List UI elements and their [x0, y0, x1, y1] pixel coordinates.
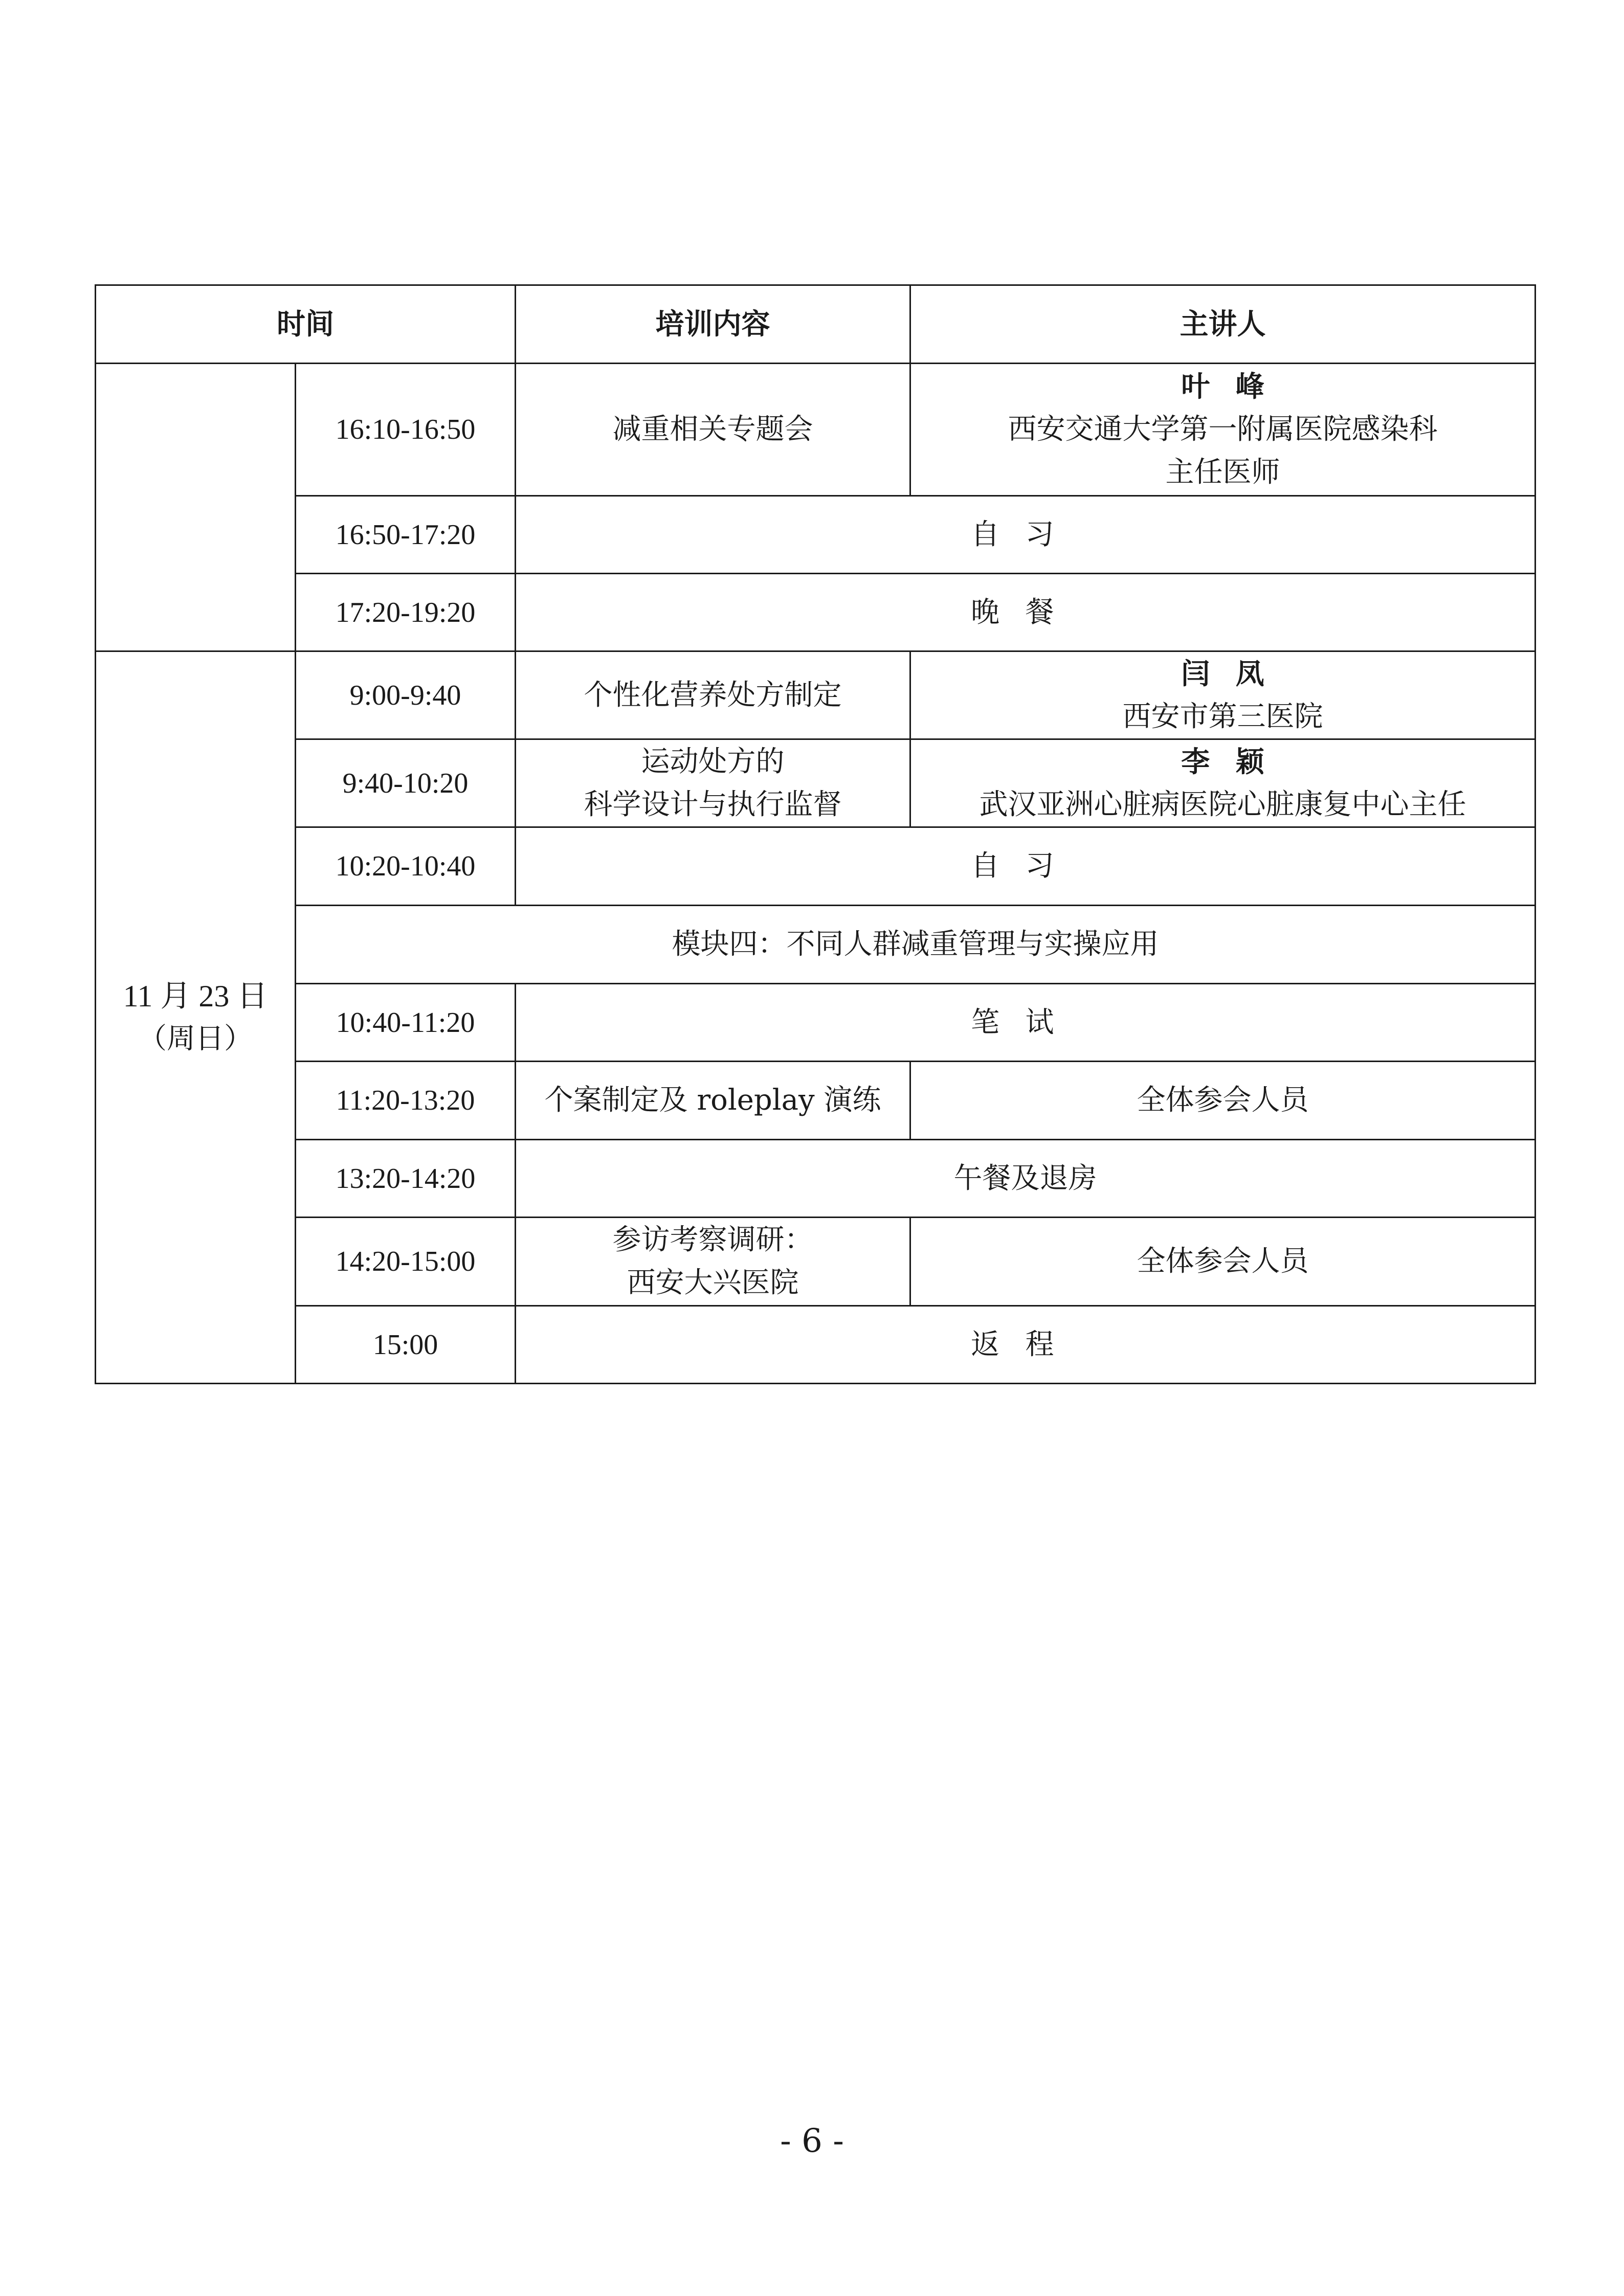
date-label: 11 月 23 日 [123, 979, 268, 1013]
content-line: 西安大兴医院 [627, 1266, 799, 1299]
header-time: 时间 [96, 285, 516, 364]
page-number: - 6 - [780, 2122, 844, 2160]
weekday-label: （周日） [138, 1022, 253, 1055]
speaker-name: 闫凤 [1181, 657, 1291, 691]
speaker-cell [910, 651, 1536, 739]
merged-activity-cell: 自习 [516, 827, 1536, 906]
module-heading: 模块四：不同人群减重管理与实操应用 [296, 906, 1536, 984]
time-cell: 9:40-10:20 [296, 739, 516, 827]
table-row [96, 496, 1536, 574]
time-cell: 13:20-14:20 [296, 1140, 516, 1218]
date-cell [96, 651, 296, 1384]
speaker-affiliation: 西安交通大学第一附属医院感染科 [1008, 413, 1438, 446]
speaker-name: 叶峰 [1181, 370, 1291, 403]
table-row [96, 827, 1536, 906]
table-row [96, 739, 1536, 827]
table-row [96, 1062, 1536, 1140]
merged-activity-cell: 笔试 [516, 984, 1536, 1062]
time-cell: 16:10-16:50 [296, 364, 516, 496]
merged-activity-cell: 午餐及退房 [516, 1140, 1536, 1218]
table-row [96, 651, 1536, 739]
speaker-cell [910, 739, 1536, 827]
time-cell: 17:20-19:20 [296, 574, 516, 651]
table-row [96, 1306, 1536, 1384]
table-row [96, 984, 1536, 1062]
content-line: 运动处方的 [641, 745, 785, 778]
speaker-affiliation: 武汉亚洲心脏病医院心脏康复中心主任 [979, 787, 1466, 821]
schedule-table [95, 284, 1536, 1384]
time-cell: 16:50-17:20 [296, 496, 516, 574]
content-cell [516, 1218, 910, 1306]
time-cell: 10:40-11:20 [296, 984, 516, 1062]
content-line: 参访考察调研： [612, 1223, 813, 1256]
content-cell: 个性化营养处方制定 [516, 651, 910, 739]
header-content: 培训内容 [516, 285, 910, 364]
table-row [96, 364, 1536, 496]
table-header-row [96, 285, 1536, 364]
table-row [96, 574, 1536, 651]
header-speaker: 主讲人 [910, 285, 1536, 364]
speaker-title: 主任医师 [1165, 456, 1280, 489]
table-row [96, 1140, 1536, 1218]
speaker-name: 李颖 [1181, 745, 1291, 779]
date-cell-empty [96, 364, 296, 651]
content-cell [516, 739, 910, 827]
time-cell: 15:00 [296, 1306, 516, 1384]
merged-activity-cell: 返程 [516, 1306, 1536, 1384]
time-cell: 11:20-13:20 [296, 1062, 516, 1140]
time-cell: 9:00-9:40 [296, 651, 516, 739]
content-line: 科学设计与执行监督 [584, 787, 842, 821]
content-cell: 减重相关专题会 [516, 364, 910, 496]
module-row [96, 906, 1536, 984]
merged-activity-cell: 自习 [516, 496, 1536, 574]
table-row [96, 1218, 1536, 1306]
time-cell: 14:20-15:00 [296, 1218, 516, 1306]
time-cell: 10:20-10:40 [296, 827, 516, 906]
speaker-cell [910, 364, 1536, 496]
speaker-affiliation: 西安市第三医院 [1122, 700, 1323, 733]
content-cell: 个案制定及 roleplay 演练 [516, 1062, 910, 1140]
speaker-cell: 全体参会人员 [910, 1062, 1536, 1140]
merged-activity-cell: 晚餐 [516, 574, 1536, 651]
speaker-cell: 全体参会人员 [910, 1218, 1536, 1306]
